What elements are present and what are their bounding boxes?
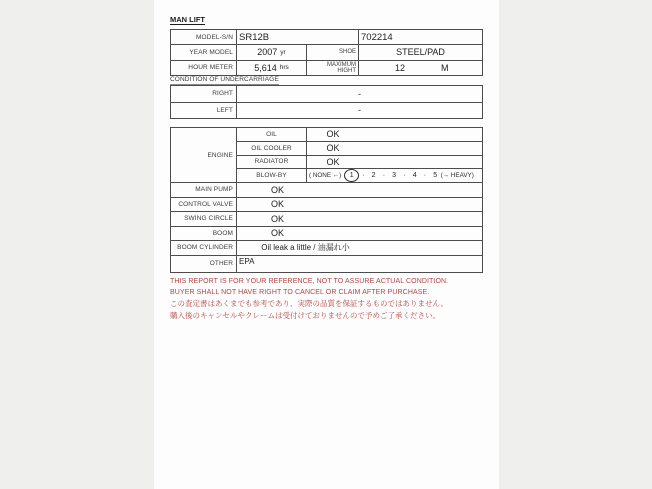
disclaimer <box>170 276 470 321</box>
blow-by-scale <box>307 169 482 182</box>
table-row <box>171 240 482 255</box>
shoe-label: SHOE <box>307 45 359 59</box>
engine-label: ENGINE <box>171 128 237 182</box>
blow-by-rating-scale: · 2 · 3 · 4 · 5 <box>362 172 438 180</box>
hours-unit: hrs <box>279 64 289 72</box>
disclaimer-line-jp-1: この査定書はあくまでも参考であり、実際の品質を保証するものではありません。 <box>170 299 448 309</box>
max-height-value <box>359 61 482 75</box>
hour-meter-label: HOUR METER <box>171 61 237 75</box>
table-row <box>171 182 482 197</box>
blow-by-heavy-label: (→ HEAVY) <box>440 172 474 180</box>
other-value: EPA <box>239 256 255 266</box>
shoe-value: STEEL/PAD <box>396 47 445 58</box>
table-row <box>171 86 482 102</box>
table-row <box>171 197 482 212</box>
boom-cylinder-label: BOOM CYLINDER <box>171 241 237 255</box>
blow-by-selected-rating: 1 <box>344 169 359 182</box>
oil-value: OK <box>326 129 340 140</box>
table-row <box>237 155 482 169</box>
height-unit: M <box>441 62 449 73</box>
table-row <box>171 102 482 119</box>
table-row <box>171 60 482 75</box>
right-label: RIGHT <box>171 86 237 102</box>
radiator-value: OK <box>326 156 340 167</box>
table-row <box>237 141 482 155</box>
engine-section <box>171 128 482 182</box>
swing-circle-label: SWING CIRCLE <box>171 212 237 226</box>
boom-value: OK <box>270 228 284 239</box>
right-value: - <box>358 88 361 99</box>
year-model-label: YEAR MODEL <box>171 45 237 59</box>
page-title: MAN LIFT <box>170 15 205 24</box>
boom-cylinder-value: Oil leak a little / 油漏れ小 <box>261 243 350 253</box>
table-row <box>171 226 482 241</box>
max-height-label: MAXIMUM HIGHT <box>307 61 359 75</box>
disclaimer-line-jp-2: 購入後のキャンセルやクレームは受付けておりませんので予めご了承ください。 <box>170 310 440 320</box>
height-value: 12 <box>395 62 406 73</box>
control-valve-label: CONTROL VALVE <box>171 198 237 212</box>
control-valve-value: OK <box>270 199 284 210</box>
table-row <box>237 168 482 182</box>
undercarriage-table <box>170 85 483 119</box>
table-row <box>171 255 482 273</box>
left-label: LEFT <box>171 103 237 119</box>
oil-cooler-value: OK <box>326 143 340 154</box>
left-value: - <box>358 105 361 116</box>
swing-circle-value: OK <box>270 213 284 224</box>
table-row <box>171 211 482 226</box>
year-value: 2007 <box>257 47 278 58</box>
model-sn-label: MODEL-S/N <box>171 30 237 44</box>
year-model-value <box>237 45 307 59</box>
oil-label: OIL <box>237 128 307 141</box>
main-pump-value: OK <box>270 184 284 195</box>
disclaimer-line-en-2: BUYER SHALL NOT HAVE RIGHT TO CANCEL OR CLAIM AFTER PURCHASE. <box>170 289 430 297</box>
year-unit: yr <box>280 48 286 56</box>
other-label: OTHER <box>171 256 237 273</box>
table-row <box>171 30 482 44</box>
disclaimer-line-en-1: THIS REPORT IS FOR YOUR REFERENCE, NOT TO ASSURE ACTUAL CONDITION. <box>170 278 449 285</box>
inspection-table <box>170 127 483 273</box>
boom-label: BOOM <box>171 227 237 241</box>
hour-meter-value <box>237 61 307 75</box>
spec-table <box>170 29 483 76</box>
engine-rows <box>237 128 482 182</box>
hours-value: 5,614 <box>254 62 277 73</box>
oil-cooler-label: OIL COOLER <box>237 142 307 155</box>
model-value: SR12B <box>237 30 359 44</box>
radiator-label: RADIATOR <box>237 156 307 169</box>
main-pump-label: MAIN PUMP <box>171 183 237 197</box>
undercarriage-heading: CONDITION OF UNDERCARRIAGE <box>170 76 279 83</box>
table-row <box>171 44 482 59</box>
serial-value: 702214 <box>361 31 393 43</box>
blow-by-label: BLOW-BY <box>237 169 307 182</box>
table-row <box>237 128 482 141</box>
blow-by-none-label: ( NONE ←) <box>309 172 342 180</box>
report-page <box>154 0 499 489</box>
